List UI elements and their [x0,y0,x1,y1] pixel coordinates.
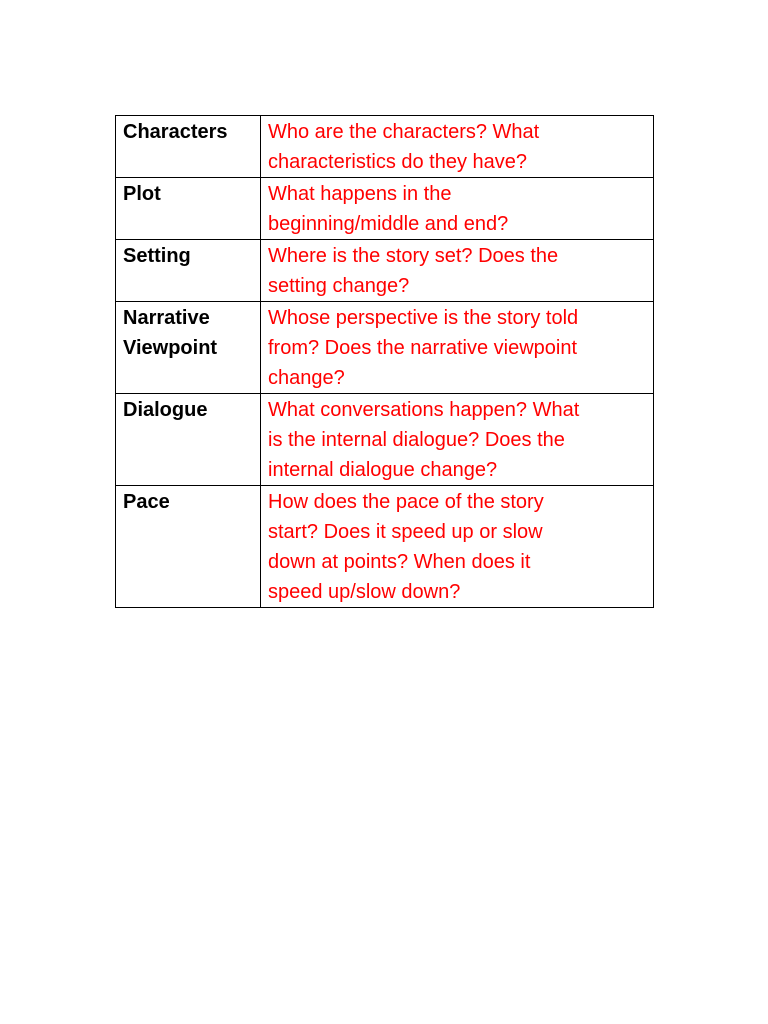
question-line: is the internal dialogue? Does the [268,429,565,451]
question-cell [261,394,654,486]
table-row-plot [116,178,654,240]
question-line: Who are the characters? What [268,121,540,143]
question-line: start? Does it speed up or slow [268,521,543,543]
question-line: What happens in the [268,183,452,205]
question-cell [261,302,654,394]
question-cell [261,486,654,608]
term-label: Plot [123,183,161,205]
term-cell [116,486,261,608]
term-cell [116,178,261,240]
term-label: Setting [123,245,191,267]
question-line: setting change? [268,275,410,297]
question-line: characteristics do they have? [268,151,528,173]
question-line: What conversations happen? What [268,399,580,421]
term-cell [116,116,261,178]
question-line: down at points? When does it [268,551,531,573]
term-label: Pace [123,491,170,513]
term-cell [116,302,261,394]
question-line: change? [268,367,345,389]
term-label: Characters [123,121,228,143]
table-row-narrative-viewpoint [116,302,654,394]
term-label: Dialogue [123,399,208,421]
question-line: internal dialogue change? [268,459,498,481]
question-line: speed up/slow down? [268,581,461,603]
question-line: from? Does the narrative viewpoint [268,337,578,359]
question-cell [261,116,654,178]
story-elements-table [115,115,654,608]
term-label: Viewpoint [123,337,218,359]
term-cell [116,240,261,302]
question-line: Where is the story set? Does the [268,245,559,267]
question-cell [261,240,654,302]
question-line: Whose perspective is the story told [268,307,579,329]
question-line: How does the pace of the story [268,491,544,513]
term-cell [116,394,261,486]
term-label: Narrative [123,307,210,329]
table-row-setting [116,240,654,302]
table-row-characters [116,116,654,178]
table-row-dialogue [116,394,654,486]
table-row-pace [116,486,654,608]
question-line: beginning/middle and end? [268,213,509,235]
question-cell [261,178,654,240]
